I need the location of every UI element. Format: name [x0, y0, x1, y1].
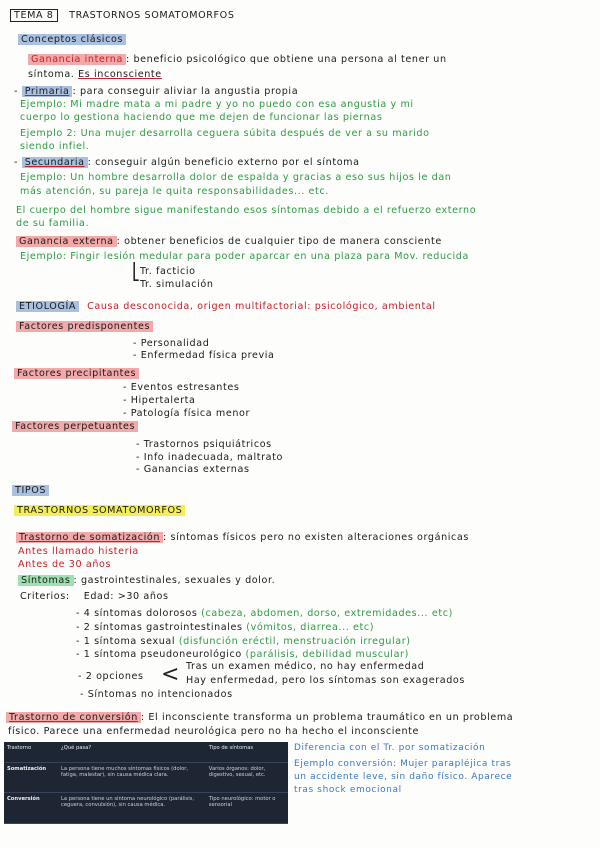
- tipos-heading: TIPOS: [12, 485, 49, 496]
- ganancia-externa-text: : obtener beneficios de cualquier tipo de manera consciente: [116, 236, 442, 247]
- tr-simulacion: Tr. simulación: [140, 279, 214, 290]
- criterio-2-note: (vómitos, diarrea... etc): [246, 622, 375, 633]
- inconsciente-underlined: Es inconsciente: [78, 69, 162, 80]
- sintomas-text: : gastrointestinales, sexuales y dolor.: [73, 575, 276, 586]
- ganancia-externa-label: Ganancia externa: [16, 236, 117, 247]
- table-header: ¿Qué pasa?: [58, 742, 206, 762]
- conceptos-heading: Conceptos clásicos: [18, 34, 126, 45]
- somatizacion-label: Trastorno de somatización: [16, 532, 163, 543]
- side-note-3: un accidente leve, sin daño físico. Aparece: [294, 772, 513, 782]
- perpetuante-3: - Ganancias externas: [136, 464, 250, 475]
- ejemplo-1-line2: cuerpo lo gestiona haciendo que me dejen de funcionar las piernas: [20, 112, 383, 123]
- criterio-1-note: (cabeza, abdomen, dorso, extremidades... etc): [201, 608, 453, 619]
- criterio-4: - 1 síntoma pseudoneurológico: [76, 649, 242, 660]
- antes-histeria: Antes llamado histeria: [18, 546, 139, 557]
- criterio-3: - 1 síntoma sexual: [76, 636, 176, 647]
- table-cell: Tipo neurológico: motor o sensorial: [206, 793, 288, 824]
- primaria-text: : para conseguir aliviar la angustia propia: [72, 86, 299, 97]
- ganancia-interna-text: : beneficio psicológico que obtiene una persona al tener un: [125, 54, 447, 65]
- ejemplo-2-line1: Ejemplo 2: Una mujer desarrolla ceguera súbita después de ver a su marido: [20, 128, 430, 139]
- opcion-2: Hay enfermedad, pero los síntomas son exagerados: [186, 675, 466, 686]
- perpetuantes-label: Factores perpetuantes: [12, 421, 138, 432]
- table-row: [4, 793, 288, 824]
- primaria-label: Primaria: [22, 86, 73, 97]
- comparison-table: [4, 742, 288, 824]
- side-note-4: tras shock emocional: [294, 785, 402, 795]
- table-cell: Conversión: [4, 793, 58, 824]
- predisponentes-label: Factores predisponentes: [16, 321, 153, 332]
- somatizacion-text: : síntomas físicos pero no existen alteraciones orgánicas: [163, 532, 469, 543]
- criterio-4-note: (parálisis, debilidad muscular): [245, 649, 409, 660]
- secundaria-text: : conseguir algún beneficio externo por el síntoma: [87, 157, 360, 168]
- predisponente-2: - Enfermedad física previa: [133, 350, 275, 361]
- criterios-label: Criterios:: [20, 591, 70, 602]
- tema-label: TEMA 8: [10, 9, 58, 22]
- criterio-1: - 4 síntomas dolorosos: [76, 608, 198, 619]
- ejemplo-3-line4: de su familia.: [16, 218, 90, 229]
- ejemplo-3-line1: Ejemplo: Un hombre desarrolla dolor de espalda y gracias a eso sus hijos le dan: [20, 172, 452, 183]
- precipitante-1: - Eventos estresantes: [123, 382, 240, 393]
- table-cell: Somatización: [4, 762, 58, 793]
- conversion-label: Trastorno de conversión: [6, 712, 141, 723]
- side-note-1: Diferencia con el Tr. por somatización: [294, 743, 486, 753]
- criterio-2: - 2 síntomas gastrointestinales: [76, 622, 243, 633]
- table-row: [4, 762, 288, 793]
- etiologia-text: Causa desconocida, origen multifactorial: psicológico, ambiental: [87, 301, 436, 312]
- precipitante-3: - Patología física menor: [123, 408, 251, 419]
- ganancia-externa-ejemplo: Ejemplo: Fingir lesión medular para poder aparcar en una plaza para Mov. reducida: [20, 251, 469, 262]
- etiologia-label: ETIOLOGÍA: [16, 301, 79, 312]
- predisponente-1: - Personalidad: [133, 338, 210, 349]
- ganancia-interna: [28, 54, 447, 66]
- ganancia-interna-text2: síntoma.: [28, 69, 75, 80]
- criterio-3-note: (disfunción eréctil, menstruación irregular): [178, 636, 411, 647]
- page-title: TRASTORNOS SOMATOMORFOS: [69, 10, 235, 21]
- perpetuante-2: - Info inadecuada, maltrato: [136, 452, 283, 463]
- criterios-edad: Edad: >30 años: [83, 591, 169, 602]
- options-brace: <: [161, 662, 180, 687]
- perpetuante-1: - Trastornos psiquiátricos: [136, 439, 272, 450]
- secundaria-label: Secundaria: [22, 157, 88, 168]
- bracket: ⎣: [132, 262, 140, 281]
- ejemplo-1-line1: Ejemplo: Mi madre mata a mi padre y yo no puedo con esa angustia y mi: [20, 99, 414, 110]
- conversion-text2: físico. Parece una enfermedad neurológica pero no ha hecho el inconsciente: [8, 726, 420, 737]
- ejemplo-3-line2: más atención, su pareja le quita responsabilidades... etc.: [20, 186, 329, 197]
- table-header: Trastorno: [4, 742, 58, 762]
- ejemplo-2-line2: siendo infiel.: [20, 141, 90, 152]
- opcion-1: Tras un examen médico, no hay enfermedad: [186, 661, 425, 672]
- conversion-text1: : El inconsciente transforma un problema traumático en un problema: [140, 712, 514, 723]
- ejemplo-3-line3: El cuerpo del hombre sigue manifestando esos síntomas debido a el refuerzo externo: [16, 205, 477, 216]
- table-header: Tipo de síntomas: [206, 742, 288, 762]
- header: [10, 10, 235, 22]
- table-cell: La persona tiene un síntoma neurológico (parálisis, ceguera, convulsión), sin causa médica.: [58, 793, 206, 824]
- precipitante-2: - Hipertalerta: [123, 395, 196, 406]
- tr-facticio: Tr. facticio: [140, 266, 196, 277]
- antes-30: Antes de 30 años: [18, 559, 112, 570]
- table-header-row: [4, 742, 288, 762]
- side-note-2: Ejemplo conversión: Mujer parapléjica tras: [294, 759, 512, 769]
- table-cell: La persona tiene muchos síntomas físicos (dolor, fatiga, malestar), sin causa médica clara.: [58, 762, 206, 793]
- trastornos-heading: TRASTORNOS SOMATOMORFOS: [14, 505, 185, 516]
- criterio-5: - 2 opciones: [78, 671, 144, 682]
- precipitantes-label: Factores precipitantes: [14, 368, 139, 379]
- ganancia-interna-label: Ganancia interna: [28, 54, 126, 65]
- table-cell: Varios órganos: dolor, digestivo, sexual, etc.: [206, 762, 288, 793]
- sintomas-label: Síntomas: [18, 575, 74, 586]
- criterio-6: - Síntomas no intencionados: [80, 689, 233, 700]
